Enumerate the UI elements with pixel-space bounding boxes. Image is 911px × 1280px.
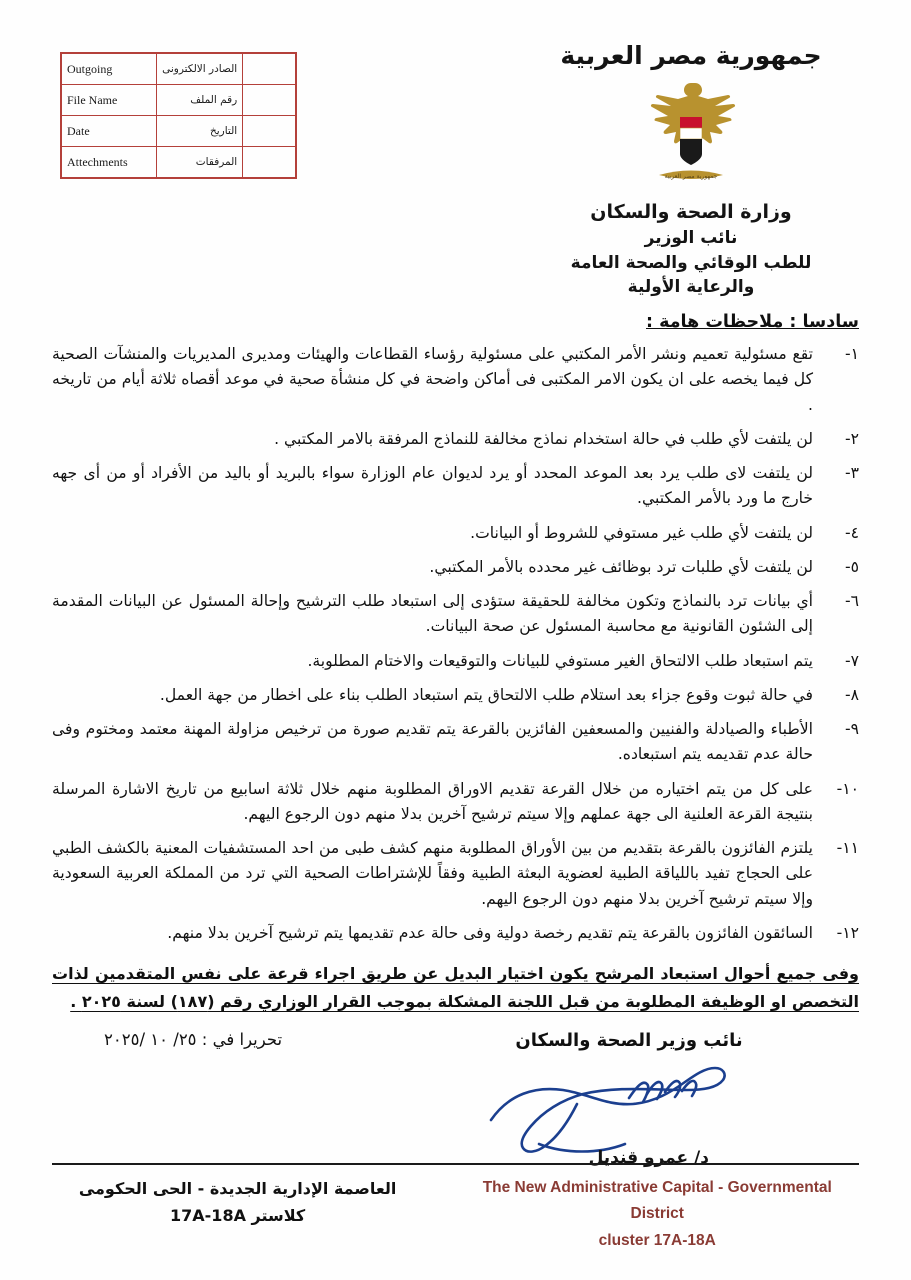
clause-number: ١٠- bbox=[836, 779, 859, 798]
clause-text: يلتزم الفائزون بالقرعة بتقديم من بين الأوراق المطلوبة منهم كشف طبى من احد المستشفيات المعنية بالكشف الطبي على الحجاج تفيد باللياقة الطبية لعضوية البعثة الطبية وفقاً للإشتراطات الصحية التي ترد من المملكة العربية السعودية وإلا سيتم ترشيح آخرين بدلا منهم دون الرجوع اليهم. bbox=[52, 839, 813, 908]
stamp-label-en: Attechments bbox=[62, 147, 157, 178]
table-row bbox=[62, 116, 296, 147]
clause-number: ٩- bbox=[844, 720, 859, 738]
table-row bbox=[62, 54, 296, 85]
deputy-minister-label: نائب الوزير bbox=[644, 228, 738, 249]
list-item bbox=[52, 589, 859, 640]
clause-number: ٣- bbox=[844, 464, 859, 482]
clause-text: يتم استبعاد طلب الالتحاق الغير مستوفي للبيانات والتوقيعات والاختام المطلوبة. bbox=[307, 651, 813, 670]
list-item bbox=[52, 521, 859, 546]
clause-number: ٧- bbox=[844, 651, 859, 670]
clause-text: تقع مسئولية تعميم ونشر الأمر المكتبي على مسئولية رؤساء القطاعات والهيئات ومديرى المديريات والمنشآت الصحية كل فيما يخصه على ان يكون الامر المكتبى فى أماكن واضحة في كل منشأة صحية في موعد أقصاه ثلاثة أيام من تاريخه . bbox=[52, 345, 813, 414]
clause-number: ١- bbox=[844, 345, 859, 363]
country-title: جمهورية مصر العربية bbox=[560, 41, 822, 70]
document-footer bbox=[52, 1163, 859, 1254]
outgoing-stamp-box bbox=[60, 52, 297, 179]
signer-title-block bbox=[479, 1030, 779, 1051]
clause-number: ٤- bbox=[844, 523, 859, 542]
list-item bbox=[52, 836, 859, 912]
footer-english bbox=[456, 1175, 860, 1254]
list-item bbox=[52, 683, 859, 708]
clause-number: ٥- bbox=[844, 557, 859, 576]
list-item bbox=[52, 649, 859, 674]
clause-number: ٦- bbox=[844, 592, 859, 610]
list-item bbox=[52, 427, 859, 452]
stamp-label-en: Outgoing bbox=[62, 54, 157, 85]
footer-arabic-line-2: كلاستر 17A-18A bbox=[170, 1206, 306, 1226]
ministry-heading-block bbox=[526, 40, 856, 300]
date-value: ٢٥/ ١٠ /٢٠٢٥ bbox=[104, 1030, 197, 1049]
svg-text:جمهورية مصر العربية: جمهورية مصر العربية bbox=[664, 172, 718, 180]
list-item bbox=[52, 342, 859, 418]
clause-text: لن يلتفت لأي طلب غير مستوفي للشروط أو البيانات. bbox=[470, 523, 813, 542]
date-label: تحريرا في : bbox=[201, 1030, 283, 1049]
stamp-value-cell[interactable] bbox=[243, 147, 296, 178]
stamp-label-ar: الصادر الالكترونى bbox=[157, 54, 243, 85]
footer-english-line-1: The New Administrative Capital - Governmental District bbox=[482, 1178, 832, 1223]
document-date bbox=[104, 1030, 282, 1049]
signer-title: نائب وزير الصحة والسكان bbox=[515, 1030, 743, 1051]
list-item bbox=[52, 717, 859, 768]
clause-number: ٨- bbox=[844, 685, 859, 704]
list-item bbox=[52, 921, 859, 946]
clause-text: على كل من يتم اختياره من خلال القرعة تقديم الاوراق المطلوبة منهم خلال ثلاثة اسابيع من تاريخ الاشارة المرسلة بنتيجة القرعة العلنية الى جهة عملهم وإلا سيتم ترشيح آخرين بدلا منهم دون الرجوع اليهم. bbox=[52, 779, 813, 823]
clause-text: لن يلتفت لأي طلب في حالة استخدام نماذج مخالفة للنماذج المرفقة بالامر المكتبي . bbox=[274, 429, 813, 448]
sector-line-1: للطب الوقائي والصحة العامة bbox=[570, 252, 812, 273]
list-item bbox=[52, 777, 859, 828]
footer-english-line-2: cluster 17A-18A bbox=[598, 1231, 716, 1249]
clause-text: أي بيانات ترد بالنماذج وتكون مخالفة للحقيقة ستؤدى إلى استبعاد طلب الترشيح وإحالة المسئول عن البيانات المقدمة إلى الشئون القانونية مع محاسبة المسئول عن صحة البيانات. bbox=[52, 592, 813, 636]
stamp-label-ar: المرفقات bbox=[157, 147, 243, 178]
stamp-value-cell[interactable] bbox=[243, 54, 296, 85]
clause-number: ١١- bbox=[836, 839, 859, 857]
document-header bbox=[0, 0, 911, 320]
table-row bbox=[62, 147, 296, 178]
clause-text: السائقون الفائزون بالقرعة يتم تقديم رخصة دولية وفى حالة عدم تقديمها يتم ترشيح آخرين بدلا منهم. bbox=[167, 923, 813, 942]
clauses-list bbox=[52, 342, 859, 946]
document-body bbox=[52, 312, 859, 1015]
egypt-eagle-emblem bbox=[631, 75, 751, 195]
stamp-value-cell[interactable] bbox=[243, 85, 296, 116]
list-item bbox=[52, 555, 859, 580]
sector-line-2: والرعاية الأولية bbox=[627, 277, 755, 298]
footer-arabic bbox=[52, 1175, 423, 1229]
clause-text: في حالة ثبوت وقوع جزاء بعد استلام طلب الالتحاق يتم استبعاد الطلب بناء على اخطار من جهة العمل. bbox=[159, 685, 813, 704]
signer-name: د/ عمرو قنديل bbox=[588, 1148, 709, 1168]
table-row bbox=[62, 85, 296, 116]
section-title: سادسا : ملاحظات هامة : bbox=[646, 312, 859, 332]
closing-paragraph: وفى جميع أحوال استبعاد المرشح يكون اختيار البديل عن طريق اجراء قرعة على نفس المتقدمين لذات التخصص او الوظيفة المطلوبة من قبل اللجنة المشكلة بموجب القرار الوزاري رقم (١٨٧) لسنة ٢٠٢٥ . bbox=[52, 964, 859, 1011]
stamp-label-en: File Name bbox=[62, 85, 157, 116]
stamp-label-en: Date bbox=[62, 116, 157, 147]
stamp-table bbox=[61, 53, 296, 178]
clause-text: لن يلتفت لأي طلبات ترد بوظائف غير محدده بالأمر المكتبي. bbox=[429, 557, 813, 576]
clause-number: ١٢- bbox=[836, 923, 859, 942]
list-item bbox=[52, 461, 859, 512]
clause-text: لن يلتفت لاى طلب يرد بعد الموعد المحدد أو يرد لديوان عام الوزارة سواء بالبريد أو باليد من الأفراد أو من أى جهه خارج ما ورد بالأمر المكتبي. bbox=[52, 464, 813, 508]
ministry-name: وزارة الصحة والسكان bbox=[590, 200, 792, 223]
stamp-value-cell[interactable] bbox=[243, 116, 296, 147]
stamp-label-ar: رقم الملف bbox=[157, 85, 243, 116]
footer-arabic-line-1: العاصمة الإدارية الجديدة - الحى الحكومى bbox=[78, 1178, 397, 1198]
clause-text: الأطباء والصيادلة والفنيين والمسعفين الفائزين بالقرعة يتم تقديم صورة من ترخيص مزاولة المهنة معتمد ومختوم وفى حالة عدم تقديمه يتم استبعاده. bbox=[52, 720, 813, 764]
clause-number: ٢- bbox=[844, 429, 859, 448]
stamp-label-ar: التاريخ bbox=[157, 116, 243, 147]
